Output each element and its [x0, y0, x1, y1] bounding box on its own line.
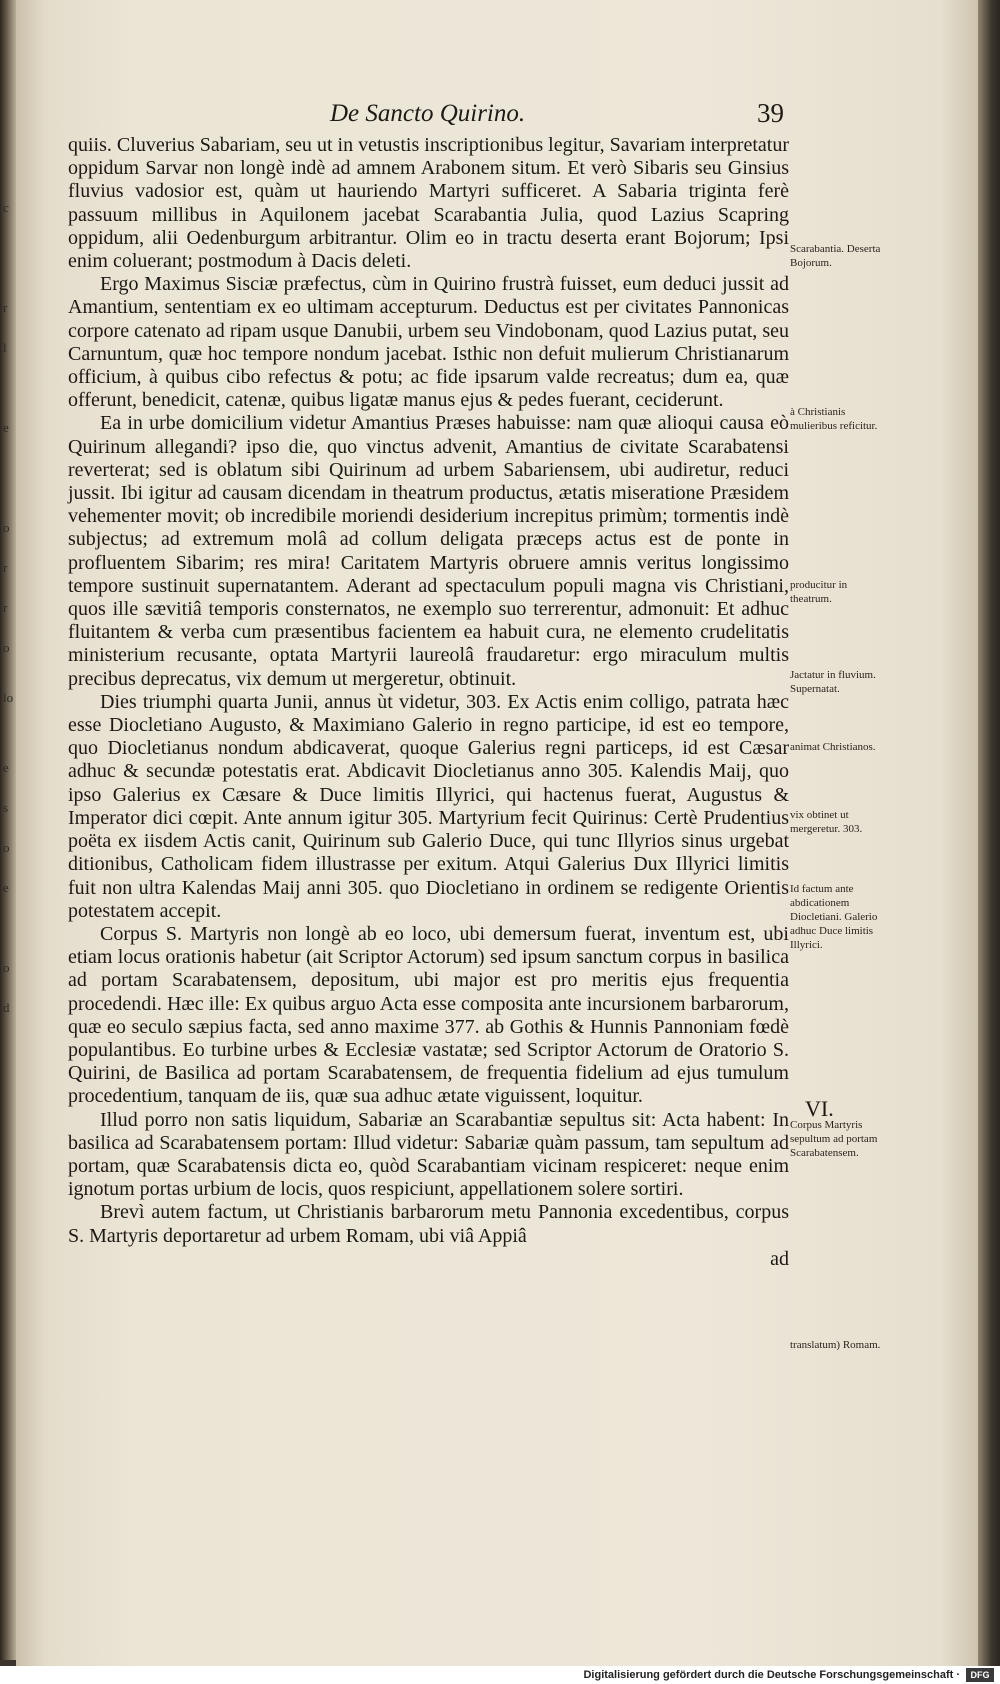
margin-note: producitur in theatrum. [790, 579, 848, 605]
dfg-logo: DFG [966, 1668, 994, 1682]
bleed-mark: o [3, 640, 10, 655]
paragraph: Ea in urbe domicilium videtur Amantius Præses habuisse: nam quæ alioqui causa eò Quirinum allegandi? ipso die, quo vinctus advenit, Amantius de civitate Scarabatensi reverterat; sed is oblatum sibi Quirinum ad urbem Sabariensem, ubi audiretur, reduci jussit. Ibi igitur ad causam dicendam in theatrum productus, ætatis miseratione Præsidem vehementer movit; ob incredibile moriendi desiderium increpitus primùm; tormentis indè subjectus; ad extremum molâ ad collum deligata præceps actus est de ponte in profluentem Sibarim; res mira! Caritatem Martyris obruere amnis veritus longissimo tempore sustinuit supernatantem. Aderant ad spectaculum populi magna vis Christiani, quos ille sævitiâ temporis consternatos, ne exemplo suo terrerentur, admonuit: Et adhuc fluitantem & verba cum præsentibus facientem ea habuit cura, ne elemento crudelitatis ministerium recusante, optata Martyrii laureolâ fraudaretur: ergo miraculum multis precibus deprecatus, vix demum ut mergeretur, obtinuit. [68, 412, 789, 690]
main-text-column [68, 134, 789, 1271]
left-margin-bleed-through [0, 0, 16, 1660]
bleed-mark: o [3, 960, 10, 975]
page-header [0, 96, 1000, 136]
margin-note: Corpus Martyris sepultum ad portam Scarabatensem. [790, 1119, 878, 1159]
paragraph: Brevì autem factum, ut Christianis barbarorum metu Pannonia excedentibus, corpus S. Martyris deportaretur ad urbem Romam, ubi viâ Appiâ [68, 1201, 789, 1247]
margin-note: Jactatur in fluvium. Supernatat. [790, 669, 876, 695]
margin-note: animat Christianos. [790, 741, 876, 753]
margin-note: Scarabantia. Deserta Bojorum. [790, 243, 881, 269]
bleed-mark: s [3, 800, 9, 815]
paragraph: quiis. Cluverius Sabariam, seu ut in vetustis inscriptionibus legitur, Savariam interpretatur oppidum Sarvar non longè indè ad amnem Arabonem situm. Et verò Sibaris seu Ginsius fluvius vadosior est, quàm ut hauriendo Martyri sufficeret. A Sabaria triginta ferè passuum millibus in Aquilonem jacebat Scarabantia Julia, quod Lazius Scapring oppidum, alii Oedenburgum arbitrantur. Olim eo in tractu deserta erant Bojorum; Ipsi enim coluerant; postmodum à Dacis deleti. [68, 134, 789, 273]
paragraph: Illud porro non satis liquidum, Sabariæ an Scarabantiæ sepultus sit: Acta habent: In basilica ad Scarabatensem portam: Illud videtur: Sabariæ quàm passum, tam sepultum ad portam, quæ Scarabatensis dicta eo, quòd Scarabantiam vicinam respiceret: neque enim ignotum portas urbium de locis, quos respiciunt, appellationem solere sortiri. [68, 1108, 789, 1201]
catchword: ad [770, 1247, 789, 1270]
bleed-mark: e [3, 760, 9, 775]
bleed-mark: o [3, 520, 10, 535]
margin-note: vix obtinet ut mergeretur. 303. [790, 809, 863, 835]
bleed-mark: r [3, 560, 8, 575]
running-title: De Sancto Quirino. [330, 100, 526, 127]
margin-note: translatum) Romam. [790, 1339, 881, 1351]
bleed-mark: o [3, 840, 10, 855]
bleed-mark: c [3, 200, 9, 215]
page-right-edge-shadow [978, 0, 1000, 1666]
bleed-mark: lo [3, 690, 14, 705]
digitization-credit: Digitalisierung gefördert durch die Deutsche Forschungsgemeinschaft · [583, 1669, 960, 1681]
bleed-mark: e [3, 880, 9, 895]
page-number: 39 [757, 98, 784, 128]
bleed-mark: l [3, 340, 7, 355]
paragraph: Dies triumphi quarta Junii, annus ùt videtur, 303. Ex Actis enim colligo, patrata hæc esse Diocletiano Augusto, & Maximiano Galerio in regno participe, id est eo tempore, quo Diocletianus nondum abdicaverat, quoque Galerius regni particeps, id est Cæsar adhuc & secundæ potestatis erat. Abdicavit Diocletianus anno 305. Kalendis Maij, quo ipso Galerius ex Cæsare & Duce limitis Illyrici, qui hactenus fuerat, Augustus & Imperator dici cœpit. Ante annum igitur 305. Martyrium fecit Quirinus: Certè Prudentius poëta ex iisdem Actis canit, Quirinum sub Galerio Duce, qui tunc Illyrios sinus urgebat ditionibus, Catholicam fidem illustrasse per exitum. Atqui Galerius Dux Illyrici limitis fuit non ultra Kalendas Maij anni 305. quo Diocletiano in ordinem se redigente Orientis potestatem accepit. [68, 690, 789, 922]
section-number: VI. [805, 1096, 834, 1121]
margin-note: Id factum ante abdicationem Diocletiani. Galerio adhuc Duce limitis Illyrici. [790, 883, 878, 951]
paragraph: Ergo Maximus Sisciæ præfectus, cùm in Quirino frustrà fuisset, eum deduci jussit ad Amantium, sententiam ex eo ultimam accepturum. Deductus est per civitates Pannonicas corpore catenato ad ripam usque Danubii, urbem seu Vindobonam, quod Lazius putat, seu Carnuntum, quæ hoc tempore nondum jacebat. Isthic non defuit mulierum Christianarum officium, à quibus cibo refectus & potu; ac fide ipsarum valde recreatus; dum ea, quæ offerunt, benedicit, catenæ, quibus ligatæ manus ejus & pedes fuerant, ceciderunt. [68, 273, 789, 412]
paragraph: Corpus S. Martyris non longè ab eo loco, ubi demersum fuerat, inventum est, ubi etiam locus orationis habetur (ait Scriptor Actorum) sed ipsum sanctum corpus in basilica ad portam Scarabatensem, depositum, ubi major est pro meritis ejus frequentia procedendi. Hæc ille: Ex quibus arguo Acta esse composita ante incursionem barbarorum, quæ eo seculo sæpius facta, sed anno maxime 377. ab Gothis & Hunnis Pannoniam fœdè populantibus. Eo turbine urbes & Ecclesiæ vastatæ; sed Scriptor Actorum de Oratorio S. Quirini, de Basilica ad portam Scarabatensem, de frequentia fidelium ad ejus tumulum procedentium, tanquam de iis, quæ sua adhuc ætate viguissent, loquitur. [68, 922, 789, 1108]
bleed-mark: r [3, 300, 8, 315]
margin-note: à Christianis mulieribus reficitur. [790, 406, 878, 432]
bleed-mark: d [3, 1000, 10, 1015]
bleed-mark: e [3, 420, 9, 435]
bleed-mark: r [3, 600, 8, 615]
